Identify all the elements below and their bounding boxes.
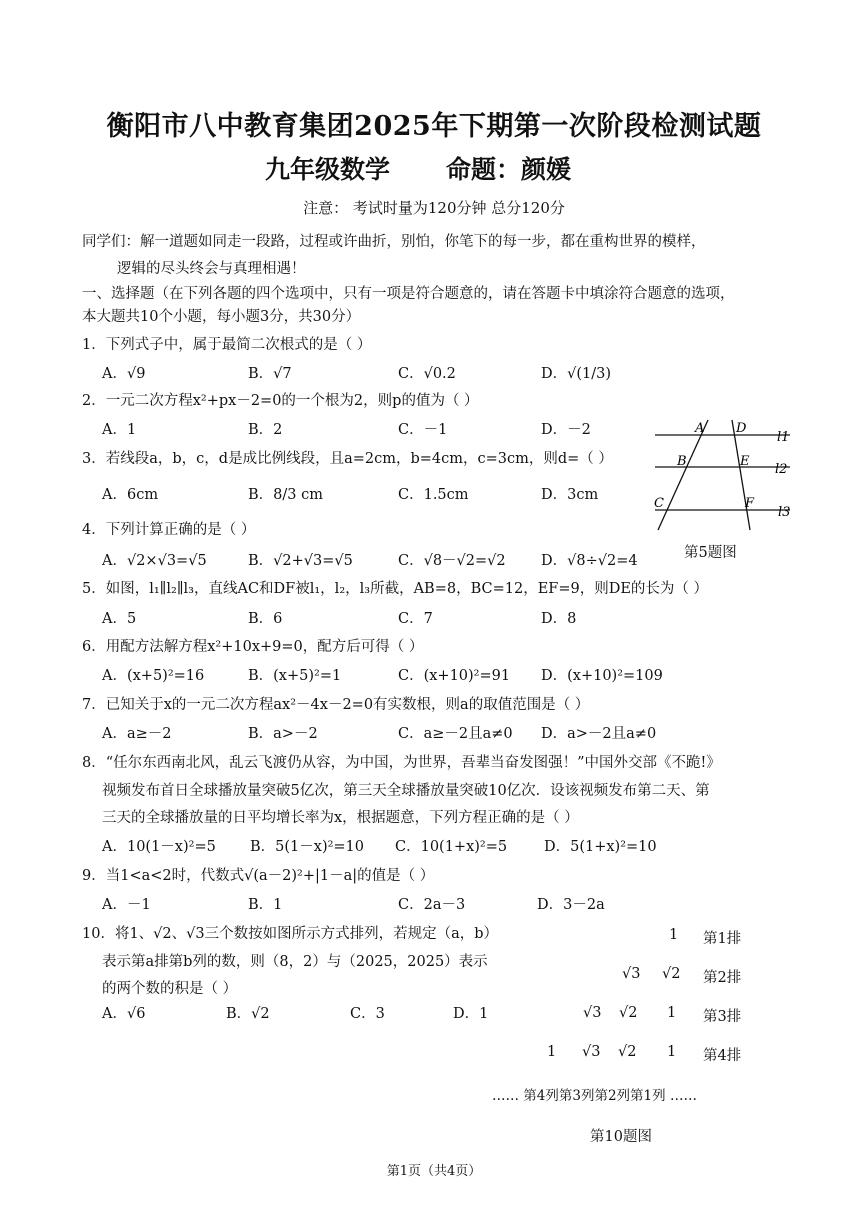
q4-option-a: A．√2×√3=√5 bbox=[102, 553, 207, 569]
q6-option-a: A．(x+5)²=16 bbox=[102, 668, 205, 684]
q9-option-a: A．－1 bbox=[102, 897, 151, 913]
question-5: 5．如图，l₁∥l₂∥l₃，直线AC和DF被l₁，l₂，l₃所截，AB=8，BC=12，EF=9，则DE的长为（ ） bbox=[82, 581, 709, 597]
section-heading-line-1: 一、选择题（在下列各题的四个选项中，只有一项是符合题意的，请在答题卡中填涂符合题意的选项， bbox=[82, 286, 735, 302]
q5-option-c: C．7 bbox=[398, 611, 433, 627]
fig10-r4-c4: 1 bbox=[547, 1044, 557, 1060]
fig10-r3-c1: 1 bbox=[667, 1005, 677, 1021]
question-8: 8．“任尔东西南北风，乱云飞渡仍从容，为中国，为世界，吾辈当奋发图强！”中国外交部《不跪!》 bbox=[82, 755, 721, 771]
question-10-line-2: 表示第a排第b列的数，则（8，2）与（2025，2025）表示 bbox=[102, 954, 488, 970]
q7-option-c: C．a≥－2且a≠0 bbox=[398, 726, 513, 742]
q9-option-b: B．1 bbox=[248, 897, 283, 913]
question-4: 4．下列计算正确的是（ ） bbox=[82, 522, 256, 538]
q2-option-d: D．－2 bbox=[541, 422, 591, 438]
label-d: D bbox=[736, 421, 747, 436]
fig10-r2-c1: √2 bbox=[662, 966, 681, 982]
q10-option-b: B．√2 bbox=[226, 1006, 270, 1022]
question-7: 7．已知关于x的一元二次方程ax²－4x－2=0有实数根，则a的取值范围是（ ） bbox=[82, 697, 590, 713]
fig10-column-labels: …… 第4列第3列第2列第1列 …… bbox=[492, 1088, 697, 1104]
exam-note: 注意： 考试时量为120分钟 总分120分 bbox=[303, 199, 565, 217]
question-6: 6．用配方法解方程x²+10x+9=0，配方后可得（ ） bbox=[82, 639, 424, 655]
label-c: C bbox=[654, 496, 664, 511]
question-9: 9．当1<a<2时，代数式√(a－2)²+|1－a|的值是（ ） bbox=[82, 868, 435, 884]
q8-option-b: B．5(1－x)²=10 bbox=[250, 839, 365, 855]
fig10-row-label-1: 第1排 bbox=[703, 931, 742, 947]
figure-5-caption: 第5题图 bbox=[684, 545, 737, 561]
q3-option-a: A．6cm bbox=[102, 487, 159, 503]
label-l2: l2 bbox=[775, 462, 788, 477]
question-2: 2．一元二次方程x²+px－2=0的一个根为2，则p的值为（ ） bbox=[82, 393, 479, 409]
q8-option-d: D．5(1+x)²=10 bbox=[544, 839, 657, 855]
q2-option-a: A．1 bbox=[102, 422, 137, 438]
q5-option-d: D．8 bbox=[541, 611, 577, 627]
q2-option-c: C．－1 bbox=[398, 422, 448, 438]
figure-5-diagram bbox=[650, 415, 800, 535]
question-10: 10．将1、√2、√3三个数按如图所示方式排列，若规定（a，b） bbox=[82, 926, 499, 942]
q6-option-b: B．(x+5)²=1 bbox=[248, 668, 342, 684]
figure-10-caption: 第10题图 bbox=[590, 1129, 652, 1145]
q9-option-d: D．3－2a bbox=[537, 897, 605, 913]
q7-option-a: A．a≥－2 bbox=[102, 726, 172, 742]
q7-option-b: B．a>－2 bbox=[248, 726, 318, 742]
q10-option-c: C．3 bbox=[350, 1006, 385, 1022]
q3-option-c: C．1.5cm bbox=[398, 487, 469, 503]
q8-option-a: A．10(1－x)²=5 bbox=[102, 839, 216, 855]
fig10-r4-c1: 1 bbox=[667, 1044, 677, 1060]
label-b: B bbox=[677, 454, 687, 469]
fig10-r4-c3: √3 bbox=[582, 1044, 601, 1060]
fig10-r4-c2: √2 bbox=[618, 1044, 637, 1060]
fig10-r3-c2: √2 bbox=[619, 1005, 638, 1021]
label-f: F bbox=[745, 496, 755, 511]
fig10-row-label-4: 第4排 bbox=[703, 1048, 742, 1064]
line-ac bbox=[658, 420, 708, 530]
question-1: 1．下列式子中，属于最简二次根式的是（ ） bbox=[82, 337, 372, 353]
q10-option-d: D．1 bbox=[453, 1006, 489, 1022]
subject-label: 九年级数学 bbox=[265, 155, 391, 184]
question-10-line-3: 的两个数的积是（ ） bbox=[102, 981, 238, 997]
fig10-row-label-3: 第3排 bbox=[703, 1009, 742, 1025]
q1-option-d: D．√(1/3) bbox=[541, 366, 612, 382]
q5-option-b: B．6 bbox=[248, 611, 283, 627]
q6-option-c: C．(x+10)²=91 bbox=[398, 668, 511, 684]
q4-option-b: B．√2+√3=√5 bbox=[248, 553, 353, 569]
page-footer: 第1页（共4页） bbox=[386, 1164, 482, 1179]
section-heading-line-2: 本大题共10个小题，每小题3分，共30分） bbox=[82, 309, 361, 325]
page-title: 衡阳市八中教育集团2025年下期第一次阶段检测试题 bbox=[106, 111, 762, 142]
q3-option-b: B．8/3 cm bbox=[248, 487, 323, 503]
q4-option-c: C．√8－√2=√2 bbox=[398, 553, 506, 569]
q6-option-d: D．(x+10)²=109 bbox=[541, 668, 663, 684]
question-3: 3．若线段a，b，c，d是成比例线段，且a=2cm，b=4cm，c=3cm，则d=（ ） bbox=[82, 451, 613, 467]
q5-option-a: A．5 bbox=[102, 611, 137, 627]
question-8-line-2: 视频发布首日全球播放量突破5亿次，第三天全球播放量突破10亿次．设该视频发布第二天、第 bbox=[102, 783, 710, 799]
fig10-r3-c3: √3 bbox=[583, 1005, 602, 1021]
line-df bbox=[732, 420, 750, 530]
q9-option-c: C．2a－3 bbox=[398, 897, 466, 913]
fig10-r2-c2: √3 bbox=[622, 966, 641, 982]
fig10-row-label-2: 第2排 bbox=[703, 970, 742, 986]
q3-option-d: D．3cm bbox=[541, 487, 599, 503]
fig10-r1-c1: 1 bbox=[669, 927, 679, 943]
label-l1: l1 bbox=[777, 430, 790, 445]
intro-line-1: 同学们：解一道题如同走一段路，过程或许曲折，别怕，你笔下的每一步，都在重构世界的模样， bbox=[82, 234, 706, 250]
q1-option-a: A．√9 bbox=[102, 366, 146, 382]
q1-option-b: B．√7 bbox=[248, 366, 292, 382]
intro-line-2: 逻辑的尽头终会与真理相遇！ bbox=[117, 261, 306, 277]
label-l3: l3 bbox=[778, 505, 791, 520]
q8-option-c: C．10(1+x)²=5 bbox=[395, 839, 508, 855]
question-8-line-3: 三天的全球播放量的日平均增长率为x，根据题意，下列方程正确的是（ ） bbox=[102, 810, 579, 826]
q10-option-a: A．√6 bbox=[102, 1006, 146, 1022]
q4-option-d: D．√8÷√2=4 bbox=[541, 553, 638, 569]
label-a: A bbox=[695, 421, 705, 436]
author-label: 命题：颜媛 bbox=[446, 155, 572, 184]
q7-option-d: D．a>－2且a≠0 bbox=[541, 726, 657, 742]
q1-option-c: C．√0.2 bbox=[398, 366, 456, 382]
label-e: E bbox=[740, 454, 750, 469]
q2-option-b: B．2 bbox=[248, 422, 283, 438]
